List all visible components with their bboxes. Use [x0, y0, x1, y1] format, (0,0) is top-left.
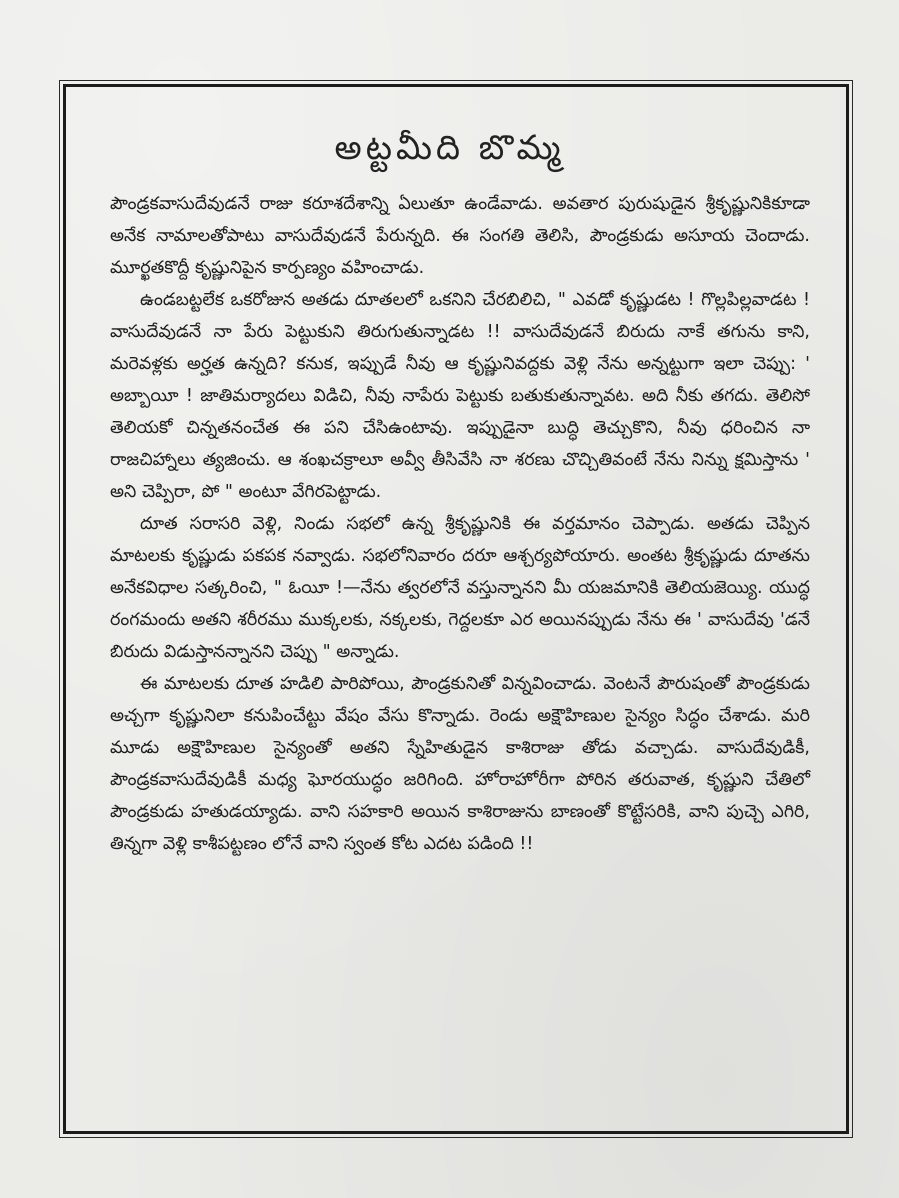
paragraph-3: దూత సరాసరి వెళ్లి, నిండు సభలో ఉన్న శ్రీకృష్ణునికి ఈ వర్తమానం చెప్పాడు. అతడు చెప్పిన మాటలకు కృష్ణుడు పకపక నవ్వాడు. సభలోనివారం దరూ ఆశ్చర్యపోయారు. అంతట శ్రీకృష్ణుడు దూతను అనేకవిధాల సత్కరించి, " ఓయీ !—నేను త్వరలోనే వస్తున్నానని మీ యజమానికి తెలియజెయ్యి. యుద్ధ రంగమందు అతని శరీరము ముక్కలకు, నక్కలకు, గెద్దలకూ ఎర అయినప్పుడు నేను ఈ ' వాసుదేవు 'డనే బిరుదు విడుస్తానన్నానని చెప్పు " అన్నాడు.: [110, 514, 810, 662]
paragraph-2: ఉండబట్టలేక ఒకరోజున అతడు దూతలలో ఒకనిని చేరబిలిచి, " ఎవడో కృష్ణుడట ! గొల్లపిల్లవాడట ! వాసుదేవుడనే నా పేరు పెట్టుకుని తిరుగుతున్నాడట !! వాసుదేవుడనే బిరుదు నాకే తగును కాని, మరెవళ్లకు అర్హత ఉన్నది? కనుక, ఇప్పుడే నీవు ఆ కృష్ణునివద్దకు వెళ్లి నేను అన్నట్టుగా ఇలా చెప్పు: ' అబ్బాయీ ! జాతిమర్యాదలు విడిచి, నీవు నాపేరు పెట్టుకు బతుకుతున్నావట. అది నీకు తగదు. తెలిసో తెలియకో చిన్నతనంచేత ఈ పని చేసిఉంటావు. ఇప్పుడైనా బుద్ధి తెచ్చుకొని, నీవు ధరించిన నా రాజచిహ్నాలు త్యజించు. ఆ శంఖచక్రాలూ అవ్వీ తీసివేసి నా శరణు చొచ్చితివంటే నేను నిన్ను క్షమిస్తాను ' అని చెప్పిరా, పో " అంటూ వేగిరపెట్టాడు.: [110, 290, 810, 502]
story-body: [110, 188, 810, 860]
paragraph-1: పౌండ్రకవాసుదేవుడనే రాజు కరూశదేశాన్ని ఏలుతూ ఉండేవాడు. అవతార పురుషుడైన శ్రీకృష్ణునికికూడా అనేక నామాలతోపాటు వాసుదేవుడనే పేరున్నది. ఈ సంగతి తెలిసి, పౌండ్రకుడు అసూయ చెందాడు. మూర్ఖతకొద్దీ కృష్ణునిపైన కార్పణ్యం వహించాడు.: [110, 194, 810, 278]
paragraph-4: ఈ మాటలకు దూత హడిలి పారిపోయి, పౌండ్రకునితో విన్నవించాడు. వెంటనే పౌరుషంతో పౌండ్రకుడు అచ్చగా కృష్ణునిలా కనుపించేట్టు వేషం వేసు కొన్నాడు. రెండు అక్షౌహిణుల సైన్యం సిద్ధం చేశాడు. మరి మూడు అక్షౌహిణుల సైన్యంతో అతని స్నేహితుడైన కాశిరాజు తోడు వచ్చాడు. వాసుదేవుడికీ, పౌండ్రకవాసుదేవుడికీ మధ్య ఘోరయుద్ధం జరిగింది. హోరాహోరీగా పోరిన తరువాత, కృష్ణుని చేతిలో పౌండ్రకుడు హతుడయ్యాడు. వాని సహకారి అయిన కాశిరాజును బాణంతో కొట్టేసరికి, వాని పుచ్చె ఎగిరి, తిన్నగా వెళ్లి కాశీపట్టణం లోనే వాని స్వంత కోట ఎదట పడింది !!: [110, 674, 810, 854]
story-title: అట్టమీది బొమ్మ: [334, 128, 565, 168]
